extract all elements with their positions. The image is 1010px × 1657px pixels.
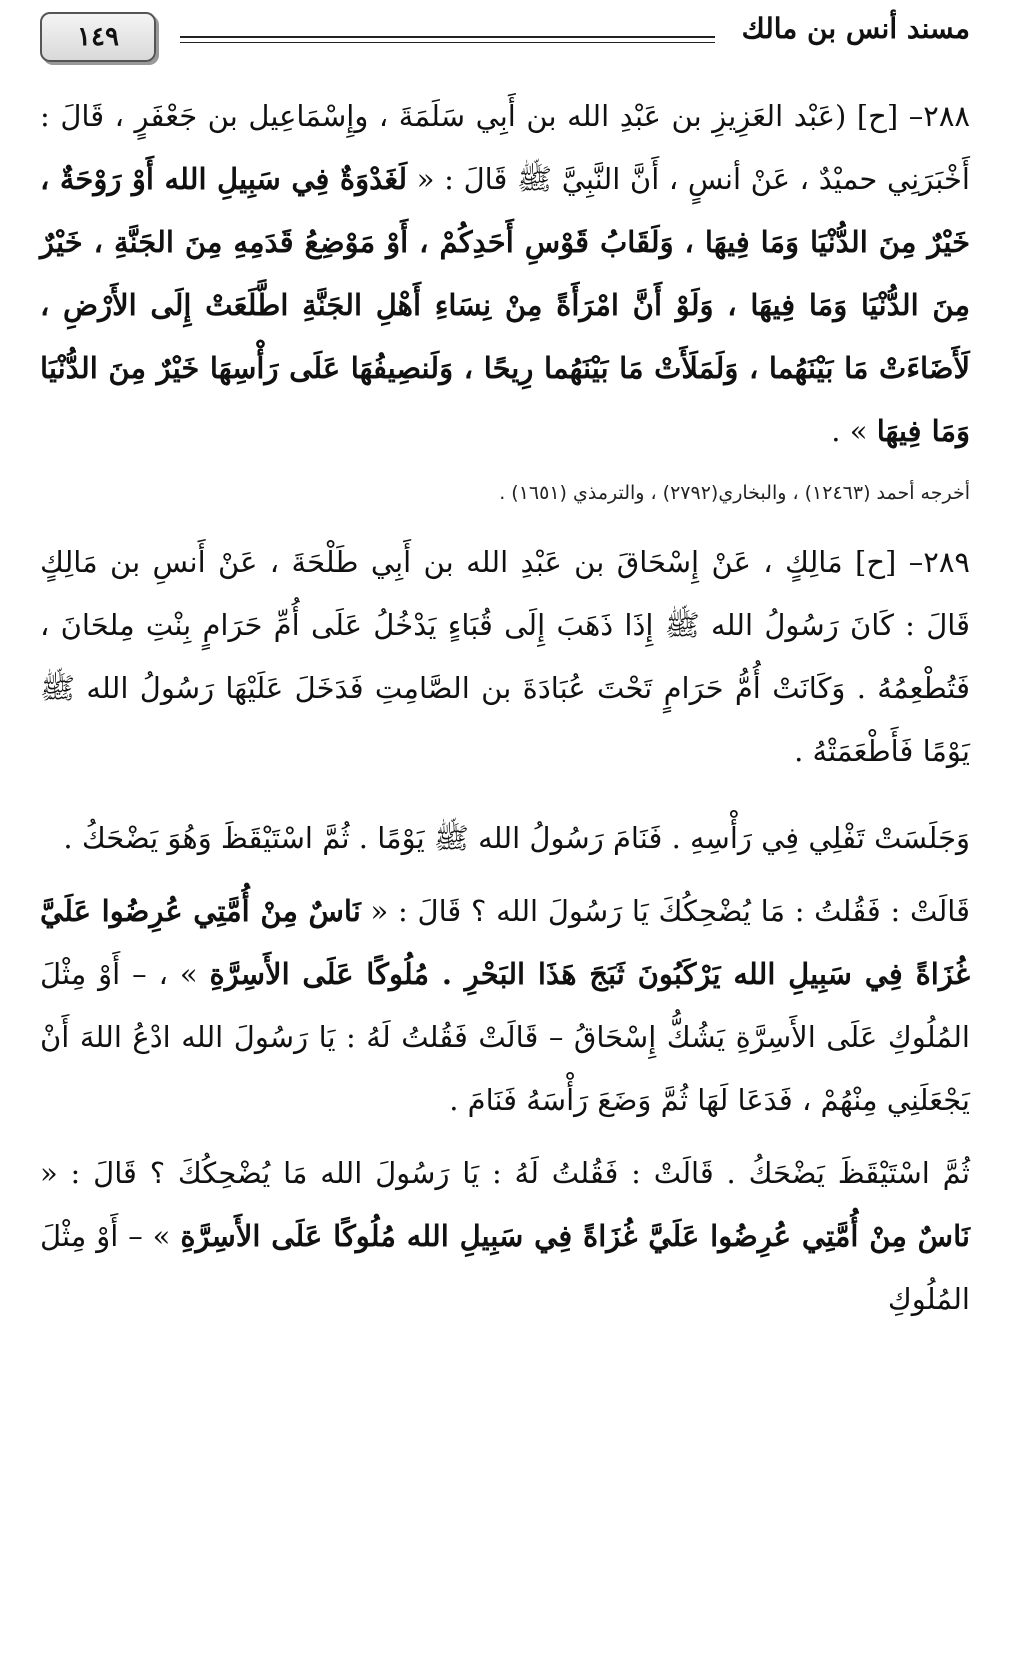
page-header xyxy=(40,10,970,65)
takhrij-288: أخرجه أحمد (١٢٤٦٣) ، والبخاري(٢٧٩٢) ، والترمذي (١٦٥١) . xyxy=(499,482,970,504)
paragraph-gap xyxy=(40,793,970,807)
running-title: مسند أنس بن مالك xyxy=(741,12,970,45)
hadith-288-close: » . xyxy=(831,414,877,448)
hadith-289-p3-matn: نَاسٌ مِنْ أُمَّتِي عُرِضُوا عَلَيَّ غُزَاةً فِي سَبِيلِ الله يَرْكَبُونَ ثَبَجَ هَذَا البَحْرِ . مُلُوكًا عَلَى الأَسِرَّةِ xyxy=(40,894,970,991)
book-page xyxy=(40,0,970,1657)
hadith-288-isnad: ٢٨٨– [ح] (عَبْد العَزِيزِ بن عَبْدِ الله بن أَبِي سَلَمَةَ ، وإِسْمَاعِيل بن جَعْفَرٍ ، قَالَ : أَخْبَرَنِي حميْدٌ ، عَنْ أنسٍ ، أَنَّ النَّبِيَّ ﷺ قَالَ : « xyxy=(40,99,970,196)
hadith-288-matn: لَغَدْوَةٌ فِي سَبِيلِ الله أَوْ رَوْحَةٌ ، خَيْرٌ مِنَ الدُّنْيَا وَمَا فِيهَا ، وَلَقَابُ قَوْسِ أَحَدِكُمْ ، أَوْ مَوْضِعُ قَدَمِهِ مِنَ الجَنَّةِ ، خَيْرٌ مِنَ الدُّنْيَا وَمَا فِيهَا ، وَلَوْ أَنَّ امْرَأَةً مِنْ نِسَاءِ أَهْلِ الجَنَّةِ اطَّلَعَتْ إِلَى الأَرْضِ ، لَأَضَاءَتْ مَا بَيْنَهُما ، وَلَمَلَأَتْ مَا بَيْنَهُما رِيحًا ، وَلَنصِيفُهَا عَلَى رَأْسِهَا خَيْرٌ مِنَ الدُّنْيَا وَمَا فِيهَا xyxy=(40,162,970,448)
hadith-289-paragraph-3 xyxy=(40,880,970,1132)
hadith-289-paragraph-1: ٢٨٩– [ح] مَالِكٍ ، عَنْ إِسْحَاقَ بن عَبْدِ الله بن أَبِي طَلْحَةَ ، عَنْ أَنسِ بن مَالِكٍ قَالَ : كَانَ رَسُولُ الله ﷺ إِذَا ذَهَبَ إِلَى قُبَاءٍ يَدْخُلُ عَلَى أُمِّ حَرَامٍ بِنْتِ مِلحَانَ ، فَتُطْعِمُهُ . وَكَانَتْ أُمُّ حَرَامٍ تَحْتَ عُبَادَةَ بن الصَّامِتِ فَدَخَلَ عَلَيْهَا رَسُولُ الله ﷺ يَوْمًا فَأَطْعَمَتْهُ . xyxy=(40,545,970,768)
page-body xyxy=(40,85,970,1341)
hadith-289-paragraph-4 xyxy=(40,1142,970,1331)
page-number-badge xyxy=(40,12,156,62)
hadith-289-p3-rest: » ، – أَوْ مِثْلَ المُلُوكِ عَلَى الأَسِرَّةِ يَشُكُّ إِسْحَاقُ – قَالَتْ فَقُلتُ لَهُ : يَا رَسُولَ الله ادْعُ اللهَ أَنْ يَجْعَلَنِي مِنْهُمْ ، فَدَعَا لَهَا ثُمَّ وَضَعَ رَأْسَهُ فَنَامَ . xyxy=(40,957,970,1117)
hadith-289-p4-rest: » – أَوْ مِثْلَ المُلُوكِ xyxy=(40,1219,970,1316)
hadith-289-p4-intro: ثُمَّ اسْتَيْقَظَ يَضْحَكُ . قَالَتْ : فَقُلتُ لَهُ : يَا رَسُولَ الله مَا يُضْحِكُكَ ؟ قَالَ : « xyxy=(40,1156,970,1190)
header-rule xyxy=(180,36,715,43)
hadith-289-p3-intro: قَالَتْ : فَقُلتُ : مَا يُضْحِكُكَ يَا رَسُولَ الله ؟ قَالَ : « xyxy=(360,894,971,928)
hadith-289-paragraph-2: وَجَلَسَتْ تَفْلِي فِي رَأْسِهِ . فَنَامَ رَسُولُ الله ﷺ يَوْمًا . ثُمَّ اسْتَيْقَظَ وَهُوَ يَضْحَكُ . xyxy=(63,821,970,855)
page-number: ١٤٩ xyxy=(77,22,119,52)
hadith-288 xyxy=(40,85,970,463)
hadith-289-p4-matn: نَاسٌ مِنْ أُمَّتِي عُرِضُوا عَلَيَّ غُزَاةً فِي سَبِيلِ الله مُلُوكًا عَلَى الأَسِرَّةِ xyxy=(180,1219,970,1253)
